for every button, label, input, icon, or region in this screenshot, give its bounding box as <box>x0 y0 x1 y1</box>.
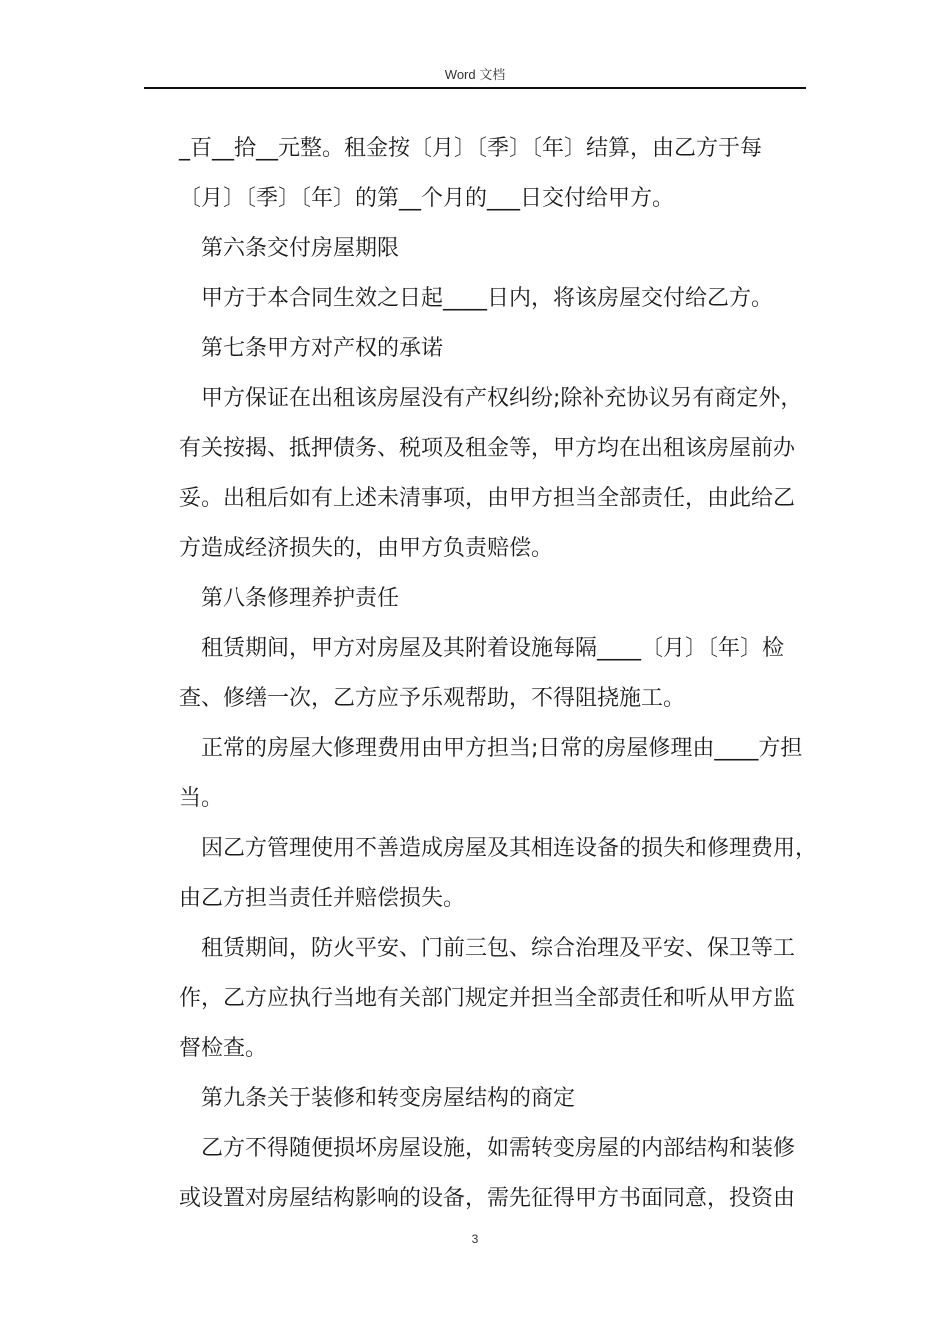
page-number: 3 <box>471 1232 479 1246</box>
body-line-7: 有关按揭、抵押债务、税项及租金等，甲方均在出租该房屋前办 <box>179 436 796 461</box>
body-line-21: 乙方不得随便损坏房屋设施，如需转变房屋的内部结构和装修 <box>201 1136 796 1161</box>
header-divider <box>144 87 806 89</box>
body-line-16: 由乙方担当责任并赔偿损失。 <box>179 886 466 911</box>
document-header-title: Word 文档 <box>444 67 506 82</box>
article-6-heading: 第六条交付房屋期限 <box>201 236 400 261</box>
article-8-heading: 第八条修理养护责任 <box>201 586 400 611</box>
article-7-heading: 第七条甲方对产权的承诺 <box>201 336 444 361</box>
body-line-9: 方造成经济损失的，由甲方负责赔偿。 <box>179 536 554 561</box>
body-line-18: 作，乙方应执行当地有关部门规定并担当全部责任和听从甲方监 <box>179 986 796 1011</box>
body-line-6: 甲方保证在出租该房屋没有产权纠纷;除补充协议另有商定外， <box>201 386 803 411</box>
body-line-12: 查、修缮一次，乙方应予乐观帮助，不得阻挠施工。 <box>179 686 686 711</box>
body-line-1: _百__拾__元整。租金按〔月〕〔季〕〔年〕结算，由乙方于每 <box>179 136 763 161</box>
document-body <box>179 124 818 1224</box>
body-line-15: 因乙方管理使用不善造成房屋及其相连设备的损失和修理费用， <box>201 836 818 861</box>
body-line-2: 〔月〕〔季〕〔年〕的第__个月的___日交付给甲方。 <box>179 186 675 211</box>
body-line-11: 租赁期间，甲方对房屋及其附着设施每隔____〔月〕〔年〕检 <box>201 636 785 661</box>
body-line-19: 督检查。 <box>179 1036 268 1061</box>
body-line-14: 当。 <box>179 786 224 811</box>
body-line-8: 妥。出租后如有上述未清事项，由甲方担当全部责任，由此给乙 <box>179 486 796 511</box>
body-line-4: 甲方于本合同生效之日起____日内，将该房屋交付给乙方。 <box>201 286 774 311</box>
body-line-17: 租赁期间，防火平安、门前三包、综合治理及平安、保卫等工 <box>201 936 796 961</box>
body-line-13: 正常的房屋大修理费用由甲方担当;日常的房屋修理由____方担 <box>201 736 803 761</box>
body-line-22: 或设置对房屋结构影响的设备，需先征得甲方书面同意，投资由 <box>179 1186 796 1211</box>
article-9-heading: 第九条关于装修和转变房屋结构的商定 <box>201 1086 576 1111</box>
